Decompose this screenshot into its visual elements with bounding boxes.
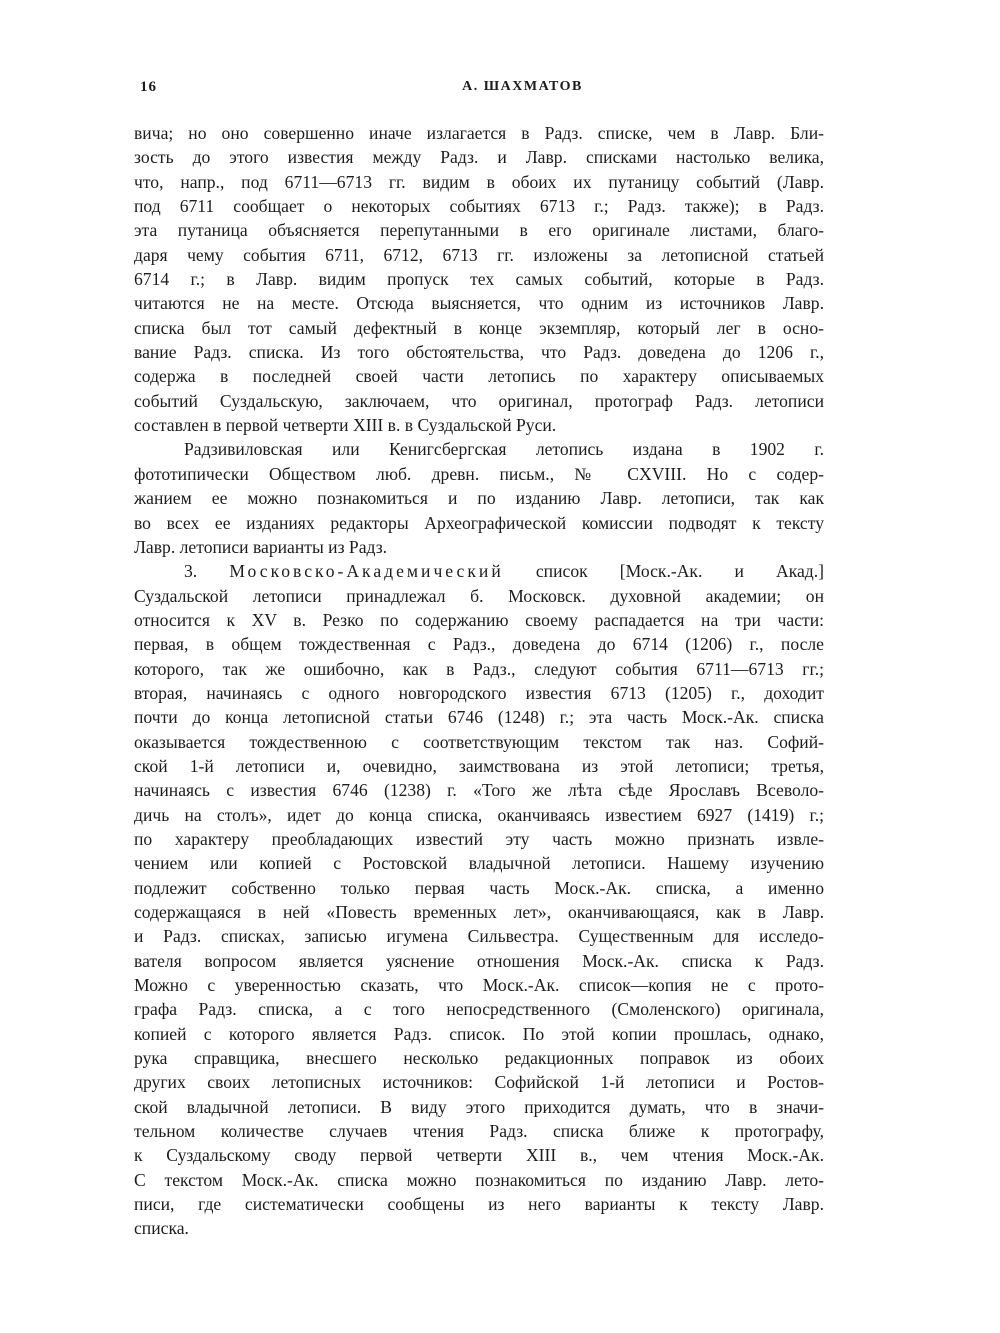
text-line: почти до конца летописной статьи 6746 (1248) г.; эта часть Моск.-Ак. списка <box>134 707 824 728</box>
paragraph-3 <box>134 559 824 1241</box>
text-line: содержащаяся в ней «Повесть временных лет», оканчивающаяся, как в Лавр. <box>134 902 824 922</box>
page-number: 16 <box>140 79 157 95</box>
text-line: писи, где систематически сообщены из него варианты к тексту Лавр. <box>134 1194 824 1215</box>
text-line: первая, в общем тождественная с Радз., доведена до 6714 (1206) г., после <box>134 634 824 655</box>
text-line: тельном количестве случаев чтения Радз. списка ближе к протографу, <box>134 1121 824 1142</box>
text-line: дичь на столъ», идет до конца списка, оканчиваясь известием 6927 (1419) г.; <box>134 804 824 825</box>
text-line: эта путаница объясняется перепутанными в его оригинале листами, благо- <box>134 220 824 241</box>
text-line: вича; но оно совершенно иначе излагается в Радз. списке, чем в Лавр. Бли- <box>134 123 824 143</box>
text-line: Суздальской летописи принадлежал б. Московск. духовной академии; он <box>134 585 824 606</box>
running-title: А. ШАХМАТОВ <box>462 79 583 94</box>
text-fragment: список [Моск.-Ак. и Акад.] <box>535 561 824 582</box>
text-line: 6714 г.; в Лавр. видим пропуск тех самых событий, которые в Радз. <box>134 269 824 290</box>
body-text <box>134 121 824 1241</box>
text-line: копией с которого является Радз. список. По этой копии прошлась, однако, <box>134 1023 824 1044</box>
paragraph-2 <box>134 437 824 559</box>
text-line: составлен в первой четверти XIII в. в Суздальской Руси. <box>134 415 557 436</box>
text-line: что, напр., под 6711—6713 гг. видим в обоих их путаницу событий (Лавр. <box>134 171 824 192</box>
text-line: даря чему события 6711, 6712, 6713 гг. изложены за летописной статьей <box>134 244 824 265</box>
text-line: которого, так же ошибочно, как в Радз., следуют события 6711—6713 гг.; <box>134 658 824 679</box>
text-line: фототипически Обществом люб. древн. письм., № CXVIII. Но с содер- <box>134 463 824 484</box>
text-line: Лавр. летописи варианты из Радз. <box>134 536 388 557</box>
text-line: вателя вопросом является уяснение отношения Моск.-Ак. списка к Радз. <box>134 950 824 971</box>
text-line: жанием ее можно познакомиться и по изданию Лавр. летописи, так как <box>134 488 824 509</box>
text-line: событий Суздальскую, заключаем, что оригинал, протограф Радз. летописи <box>134 390 824 411</box>
text-line: списка. <box>134 1218 189 1239</box>
text-line: списка был тот самый дефектный в конце экземпляр, который лег в осно- <box>134 317 824 338</box>
text-line: начинаясь с известия 6746 (1238) г. «Того же лѣта сѣде Ярославъ Всеволо- <box>134 780 824 801</box>
text-line: к Суздальскому своду первой четверти XIII в., чем чтения Моск.-Ак. <box>134 1145 824 1166</box>
text-line: относится к XV в. Резко по содержанию своему распадается на три части: <box>134 609 824 630</box>
text-line: Радзивиловская или Кенигсбергская летопись издана в 1902 г. <box>184 439 824 460</box>
text-line: вторая, начинаясь с одного новгородского известия 6713 (1205) г., доходит <box>134 682 824 703</box>
text-line <box>134 559 824 583</box>
text-line: вание Радз. списка. Из того обстоятельства, что Радз. доведена до 1206 г., <box>134 342 824 363</box>
text-line: ской владычной летописи. В виду этого приходится думать, что в значи- <box>134 1096 824 1117</box>
text-line: рука справщика, внесшего несколько редакционных поправок из обоих <box>134 1048 824 1069</box>
text-line: ской 1-й летописи и, очевидно, заимствована из этой летописи; третья, <box>134 755 824 776</box>
text-line: по характеру преобладающих известий эту часть можно признать извле- <box>134 828 824 849</box>
text-line: читаются не на месте. Отсюда выясняется, что одним из источников Лавр. <box>134 293 824 314</box>
spaced-title: Московско-Академический <box>229 561 504 582</box>
text-line: зость до этого известия между Радз. и Лавр. списками настолько велика, <box>134 147 824 168</box>
text-line: Можно с уверенностью сказать, что Моск.-Ак. список—копия не с прото- <box>134 975 824 996</box>
text-line: С текстом Моск.-Ак. списка можно познакомиться по изданию Лавр. лето- <box>134 1169 824 1190</box>
paragraph-1 <box>134 121 824 437</box>
text-line: оказывается тождественною с соответствующим текстом так наз. Софий- <box>134 731 824 752</box>
text-line: других своих летописных источников: Софийской 1-й летописи и Ростов- <box>134 1072 824 1093</box>
text-line: подлежит собственно только первая часть Моск.-Ак. списка, а именно <box>134 877 824 898</box>
text-line: чением или копией с Ростовской владычной летописи. Нашему изучению <box>134 853 824 874</box>
text-line: под 6711 сообщает о некоторых событиях 6713 г.; Радз. также); в Радз. <box>134 196 824 217</box>
text-line: и Радз. списках, записью игумена Сильвестра. Существенным для исследо- <box>134 926 824 947</box>
text-line: графа Радз. списка, а с того непосредственного (Смоленского) оригинала, <box>134 999 824 1020</box>
text-line: содержа в последней своей части летопись по характеру описываемых <box>134 366 824 387</box>
section-number: 3. <box>184 561 198 582</box>
text-line: во всех ее изданиях редакторы Археографической комиссии подводят к тексту <box>134 512 824 533</box>
